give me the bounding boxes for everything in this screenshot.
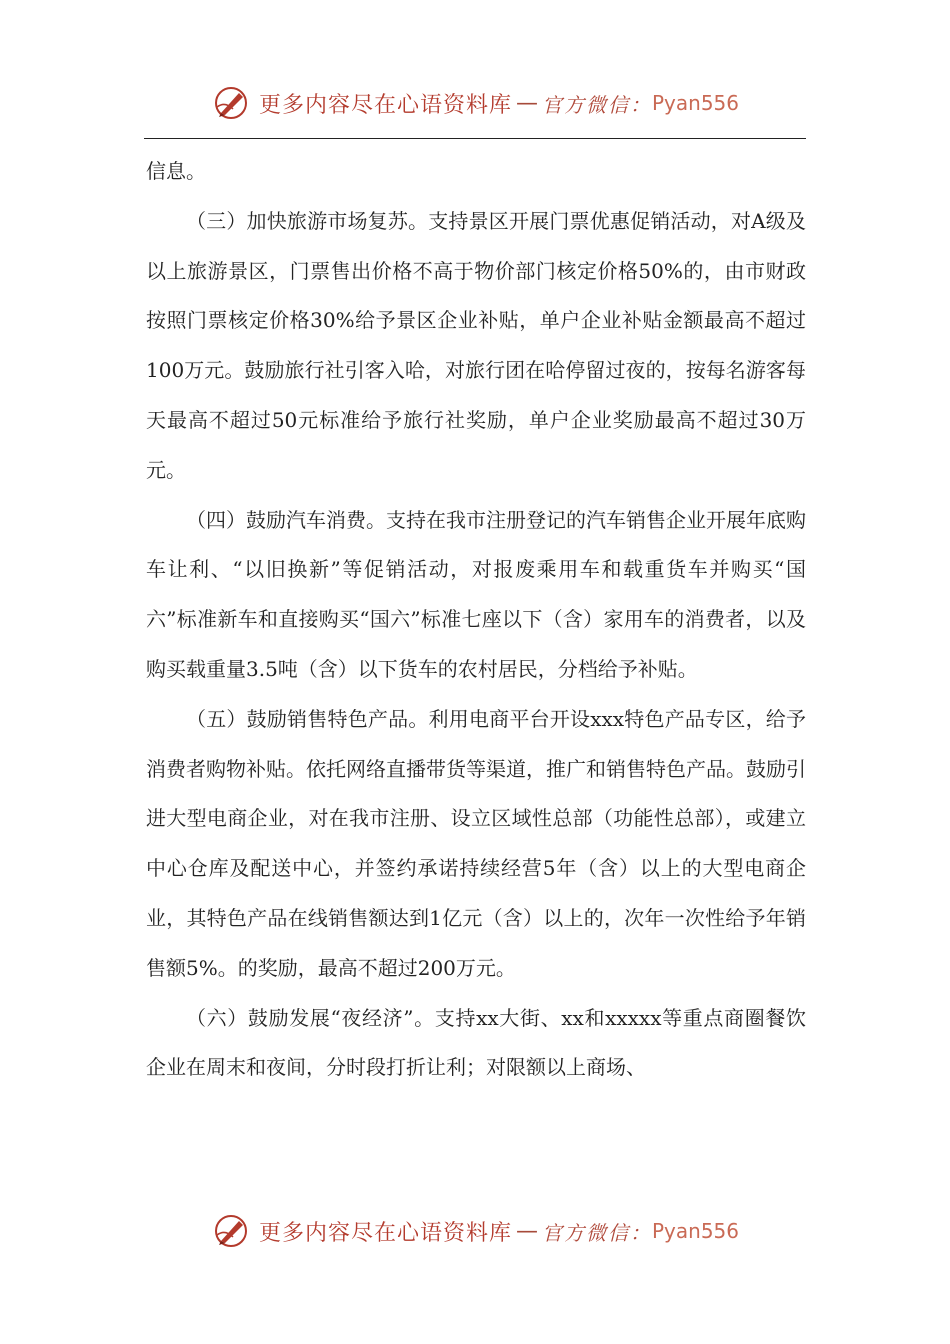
header-dash: — — [516, 90, 538, 116]
pen-logo-icon — [211, 1211, 251, 1251]
footer-dash: — — [516, 1218, 538, 1244]
document-body — [146, 147, 806, 1093]
footer-banner — [0, 1208, 950, 1254]
header-wechat-label: 官方微信： — [542, 92, 652, 117]
paragraph-tourism: （三）加快旅游市场复苏。支持景区开展门票优惠促销活动，对A级及以上旅游景区，门票售出价格不高于物价部门核定价格50%的，由市财政按照门票核定价格30%给予景区企业补贴，单户企业补贴金额最高不超过100万元。鼓励旅行社引客入哈，对旅行团在哈停留过夜的，按每名游客每天最高不超过50元标准给予旅行社奖励，单户企业奖励最高不超过30万元。 — [146, 208, 806, 482]
header-banner-text: 更多内容尽在心语资料库 — [258, 92, 512, 118]
paragraph-auto: （四）鼓励汽车消费。支持在我市注册登记的汽车销售企业开展年底购车让利、“以旧换新”等促销活动，对报废乘用车和载重货车并购买“国六”标准新车和直接购买“国六”标准七座以下（含）家用车的消费者，以及购买载重量3.5吨（含）以下货车的农村居民，分档给予补贴。 — [146, 507, 806, 681]
paragraph-night-economy: （六）鼓励发展“夜经济”。支持xx大街、xx和xxxxx等重点商圈餐饮企业在周末和夜间，分时段打折让利；对限额以上商场、 — [146, 1005, 806, 1080]
footer-wechat-label: 官方微信： — [542, 1220, 652, 1245]
paragraph-products: （五）鼓励销售特色产品。利用电商平台开设xxx特色产品专区，给予消费者购物补贴。依托网络直播带货等渠道，推广和销售特色产品。鼓励引进大型电商企业，对在我市注册、设立区域性总部（功能性总部），或建立中心仓库及配送中心，并签约承诺持续经营5年（含）以上的大型电商企业，其特色产品在线销售额达到1亿元（含）以上的，次年一次性给予年销售额5%。的奖励，最高不超过200万元。 — [146, 706, 806, 980]
header-wechat-id: Pyan556 — [652, 91, 740, 115]
paragraph-0: 信息。 — [146, 159, 206, 183]
header-banner — [0, 80, 950, 126]
pen-logo-icon — [211, 83, 251, 123]
header-divider — [144, 138, 806, 139]
footer-banner-text: 更多内容尽在心语资料库 — [258, 1220, 512, 1246]
footer-wechat-id: Pyan556 — [652, 1219, 740, 1243]
